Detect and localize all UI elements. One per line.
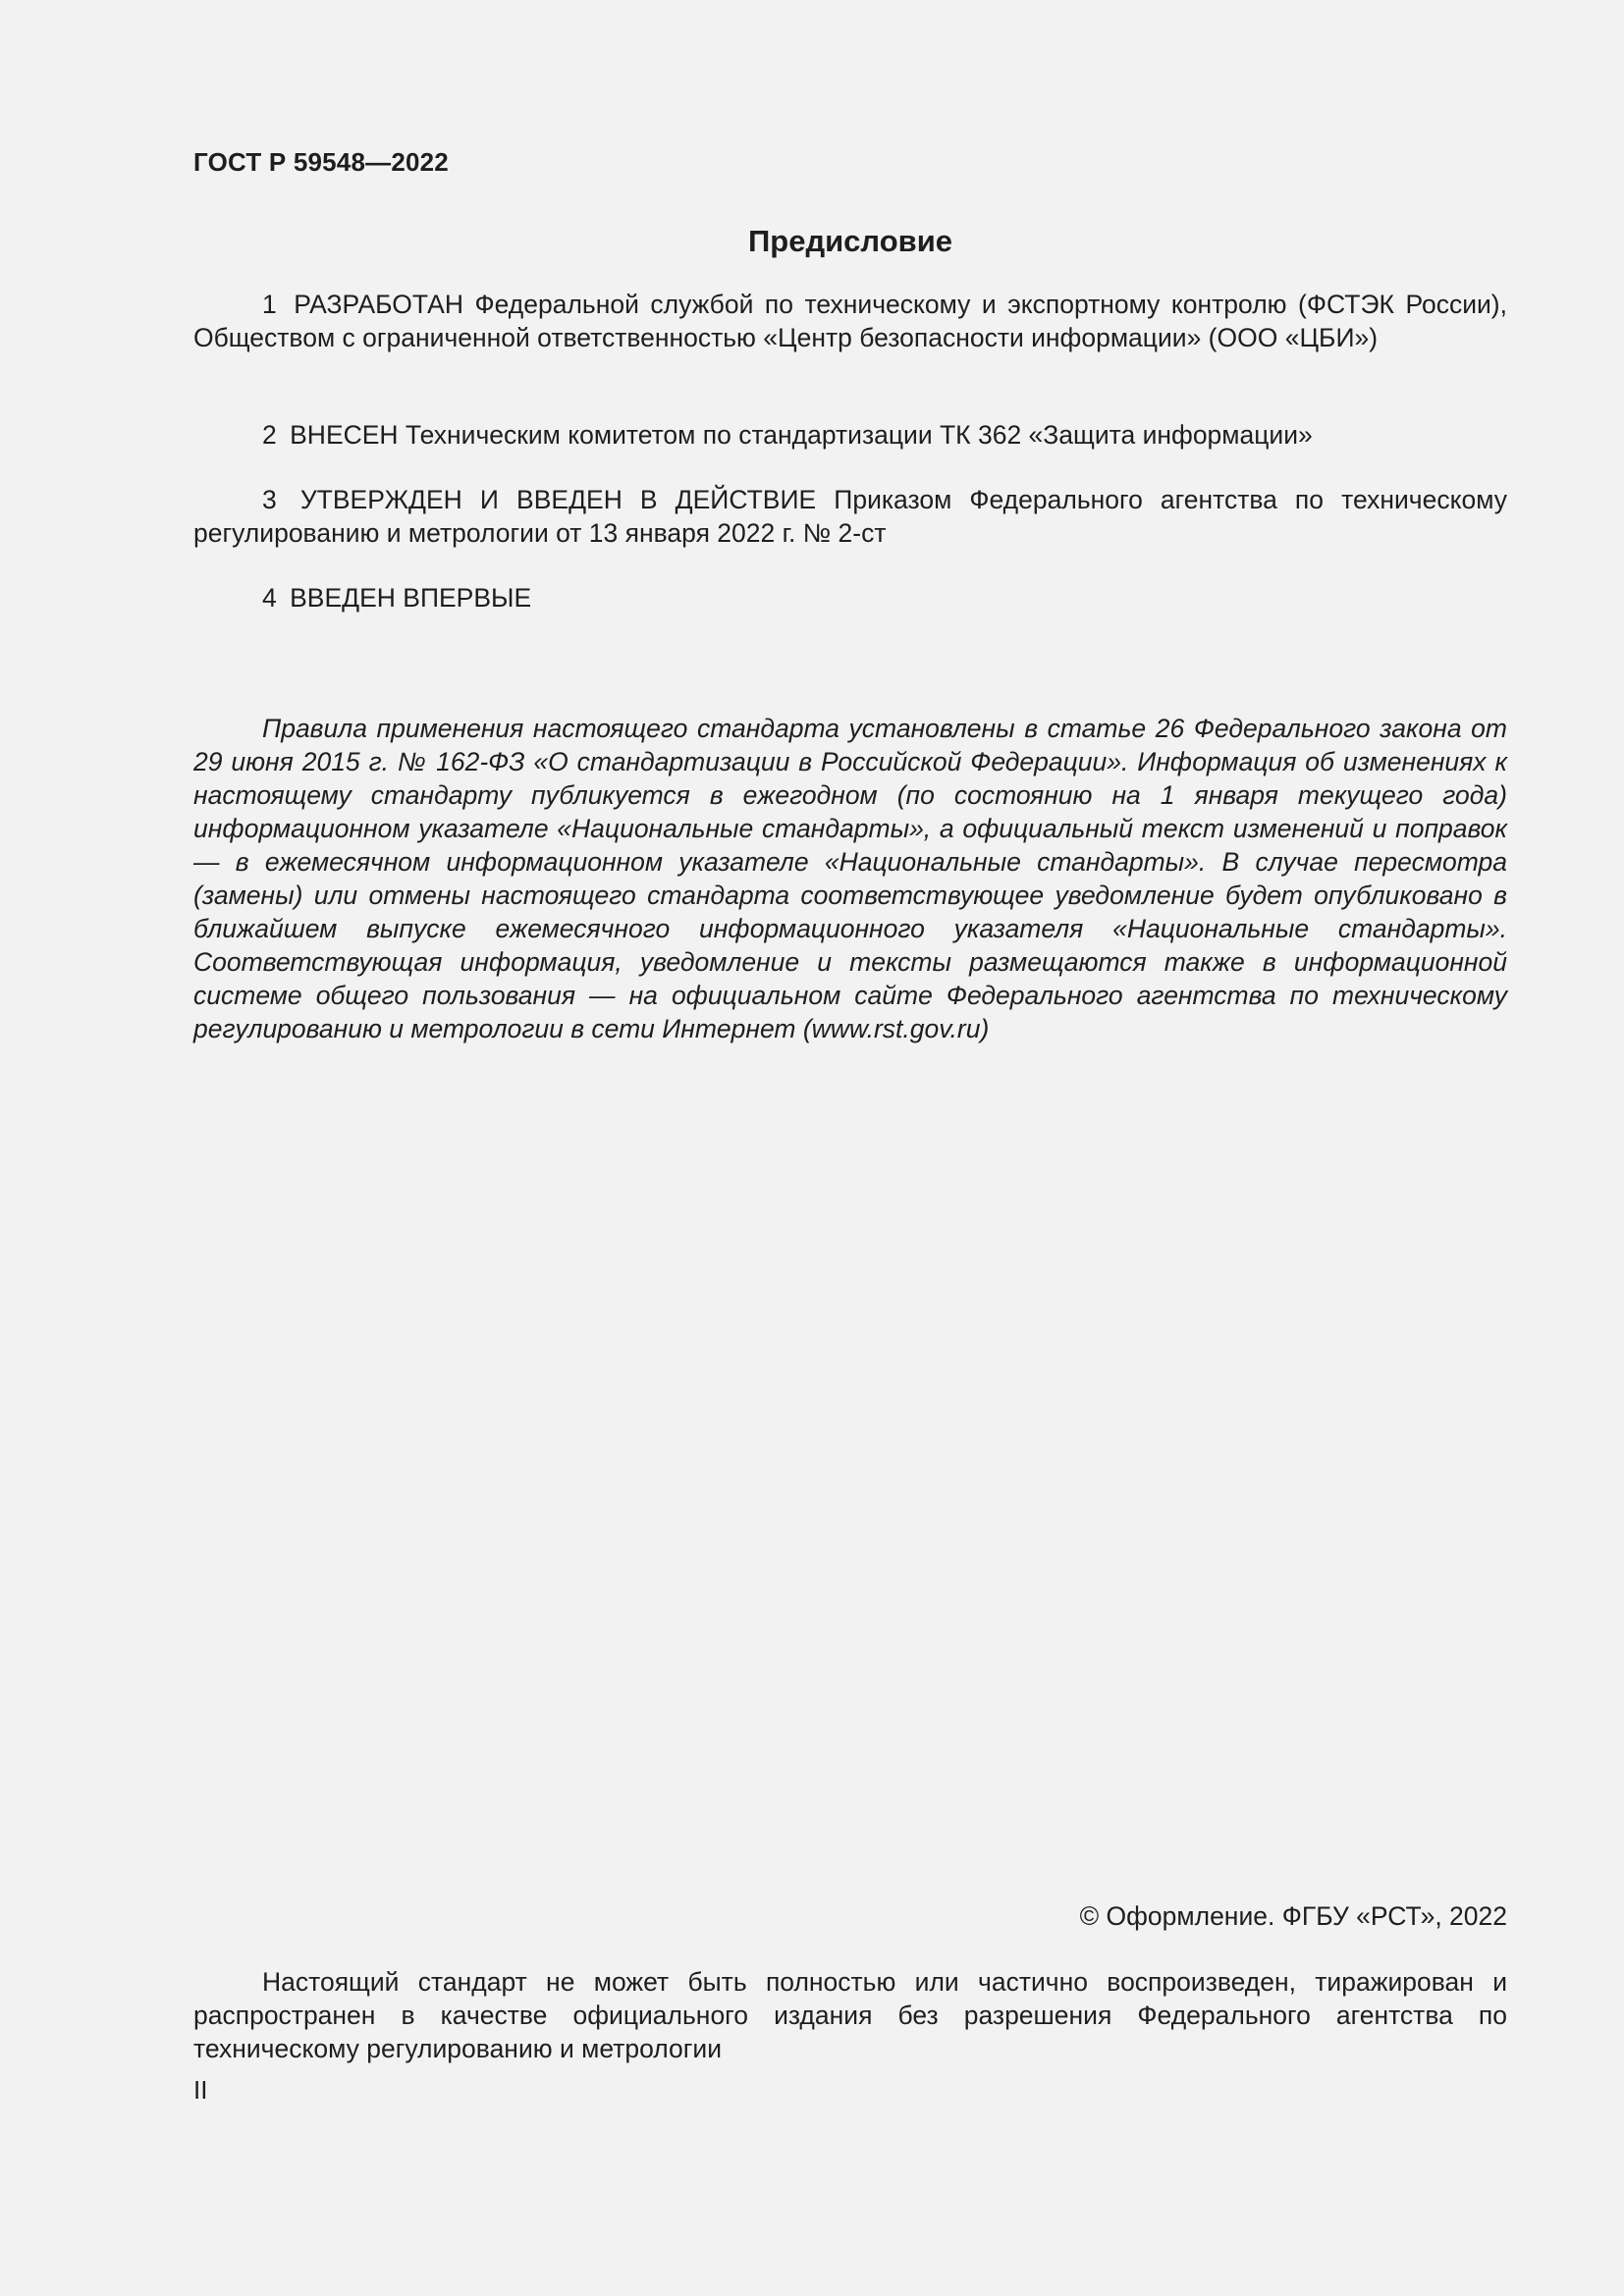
preface-item-text: РАЗРАБОТАН Федеральной службой по техническому и экспортному контролю (ФСТЭК России), Обществом с ограниченной ответственностью «Центр безопасности информации» (ООО «ЦБИ»): [193, 290, 1507, 352]
preface-item-number: 3: [262, 485, 277, 514]
copyright-notice: © Оформление. ФГБУ «РСТ», 2022: [1079, 1901, 1507, 1931]
preface-item-text: ВВЕДЕН ВПЕРВЫЕ: [290, 583, 532, 613]
preface-item-number: 4: [262, 583, 277, 613]
preface-item-text: УТВЕРЖДЕН И ВВЕДЕН В ДЕЙСТВИЕ Приказом Федерального агентства по техническому регулированию и метрологии от 13 января 2022 г. № 2-ст: [193, 485, 1507, 548]
preface-item-1: [193, 288, 1507, 354]
document-code: ГОСТ Р 59548—2022: [193, 147, 449, 177]
preface-item-text: ВНЕСЕН Техническим комитетом по стандартизации ТК 362 «Защита информации»: [290, 420, 1313, 450]
legal-notice: Настоящий стандарт не может быть полностью или частично воспроизведен, тиражирован и распространен в качестве официального издания без разрешения Федерального агентства по техническому регулированию и метрологии: [193, 1967, 1507, 2063]
preface-item-number: 2: [262, 420, 277, 450]
preface-title: Предисловие: [747, 224, 952, 258]
preface-item-3: [193, 483, 1507, 550]
preface-item-number: 1: [262, 290, 277, 319]
rules-note: Правила применения настоящего стандарта установлены в статье 26 Федерального закона от 29 июня 2015 г. № 162-ФЗ «О стандартизации в Российской Федерации». Информация об изменениях к настоящему стандарту публикуется в ежегодном (по состоянию на 1 января текущего года) информационном указателе «Национальные стандарты», а официальный текст изменений и поправок — в ежемесячном информационном указателе «Национальные стандарты». В случае пересмотра (замены) или отмены настоящего стандарта соответствующее уведомление будет опубликовано в ближайшем выпуске ежемесячного информационного указателя «Национальные стандарты». Соответствующая информация, уведомление и тексты размещаются также в информационной системе общего пользования — на официальном сайте Федерального агентства по техническому регулированию и метрологии в сети Интернет (www.rst.gov.ru): [193, 714, 1507, 1043]
page-number: II: [193, 2075, 208, 2105]
preface-item-2: [193, 418, 1507, 452]
preface-item-4: [193, 581, 1507, 614]
